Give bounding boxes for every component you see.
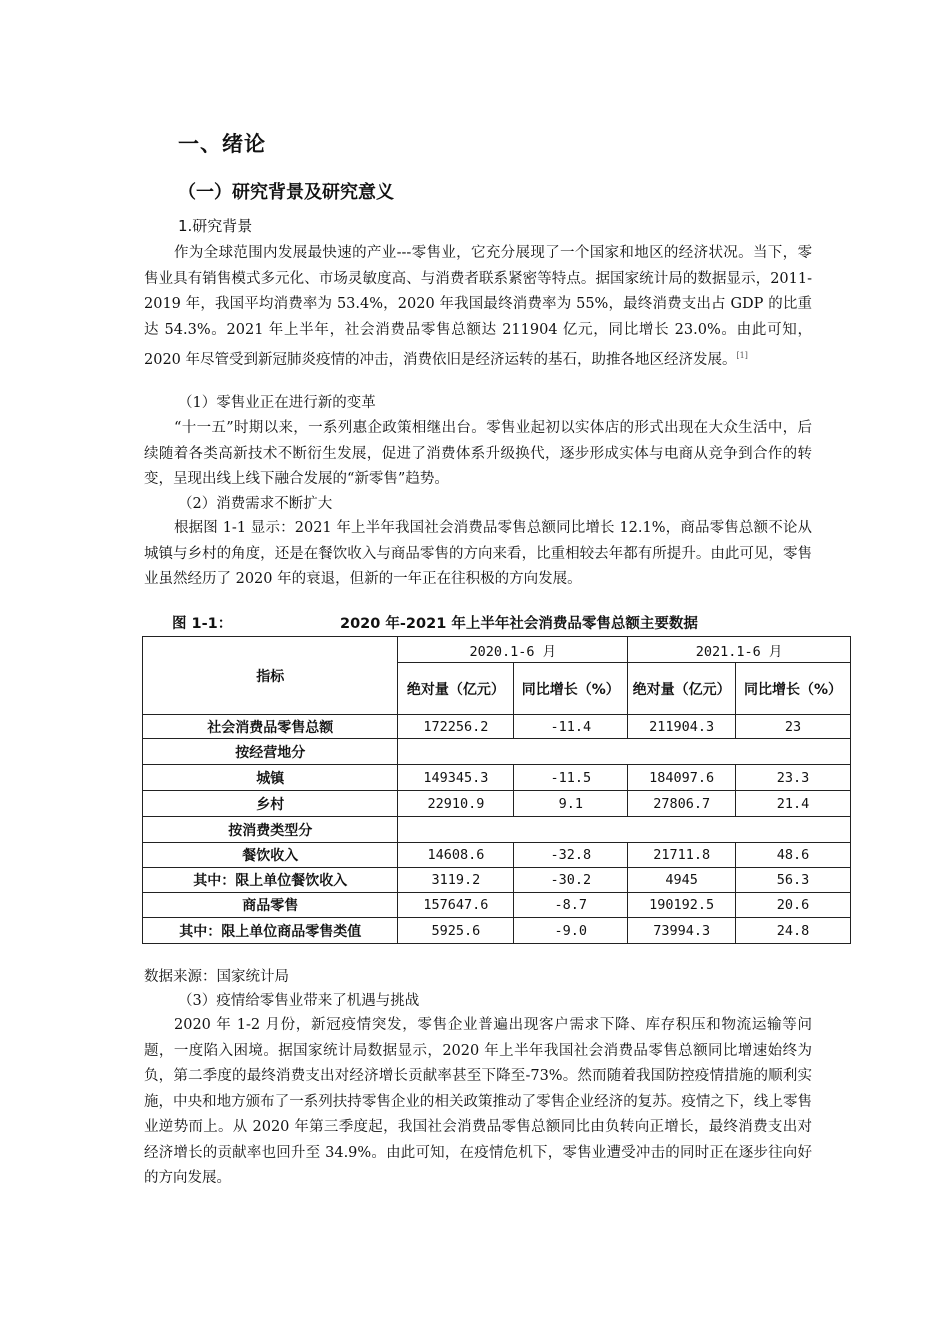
row-group-label: 按经营地分 [143,739,398,765]
table-row [143,817,851,843]
cell-value: 23 [736,715,851,739]
cell-value: 14608.6 [398,843,514,868]
period-2020-header: 2020.1-6 月 [398,637,628,663]
paragraph-demand: 根据图 1-1 显示：2021 年上半年我国社会消费品零售总额同比增长 12.1%，商品零售总额不论从城镇与乡村的角度，还是在餐饮收入与商品零售的方向来看，比重相较去年都有所提升。由此可见，零售业虽然经历了 2020 年的衰退，但新的一年正在往积极的方向发展。 [144,520,812,587]
cell-value: 21711.8 [628,843,736,868]
cell-value: -11.4 [514,715,628,739]
cell-value: -30.2 [514,868,628,893]
cell-value: 157647.6 [398,893,514,918]
growth-header-2020: 同比增长（%） [514,663,628,715]
empty-cell [398,739,851,765]
data-source-note: 数据来源：国家统计局 [144,969,289,985]
cell-value: 4945 [628,868,736,893]
cell-value: -11.5 [514,765,628,791]
paragraph-background-text: 作为全球范围内发展最快速的产业---零售业，它充分展现了一个国家和地区的经济状况。当下，零售业具有销售模式多元化、市场灵敏度高、与消费者联系紧密等特点。据国家统计局的数据显示，2011-2019 年，我国平均消费率为 53.4%，2020 年我国最终消费率为 55%，最终消费支出占 GDP 的比重达 54.3%。2021 年上半年，社会消费品零售总额达 211904 亿元，同比增长 23.0%。由此可知，2020 年尽管受到新冠肺炎疫情的冲击，消费依旧是经济运转的基石，助推各地区经济发展。 [144,245,812,368]
cell-value: 9.1 [514,791,628,817]
row-label: 其中：限上单位商品零售类值 [143,918,398,944]
cell-value: 48.6 [736,843,851,868]
section-heading: （一）研究背景及研究意义 [178,182,394,203]
period-2021-header: 2021.1-6 月 [628,637,851,663]
citation-ref[interactable]: [1] [736,351,748,360]
cell-value: 56.3 [736,868,851,893]
cell-value: 211904.3 [628,715,736,739]
cell-value: -32.8 [514,843,628,868]
figure-label: 图 1-1： [172,616,233,632]
cell-value: 20.6 [736,893,851,918]
table-row [143,791,851,817]
table-row [143,765,851,791]
growth-header-2021: 同比增长（%） [736,663,851,715]
table-row [143,715,851,739]
cell-value: -8.7 [514,893,628,918]
row-label: 乡村 [143,791,398,817]
cell-value: 73994.3 [628,918,736,944]
row-label: 商品零售 [143,893,398,918]
subsection-heading: 1.研究背景 [178,217,253,235]
table-row [143,918,851,944]
cell-value: 149345.3 [398,765,514,791]
cell-value: 5925.6 [398,918,514,944]
paragraph-retail-change: “十一五”时期以来，一系列惠企政策相继出台。零售业起初以实体店的形式出现在大众生活中，后续随着各类高新技术不断衍生发展，促进了消费体系升级换代，逐步形成实体与电商从竞争到合作的转变，呈现出线上线下融合发展的“新零售”趋势。 [144,420,812,487]
row-group-label: 按消费类型分 [143,817,398,843]
cell-value: 190192.5 [628,893,736,918]
table-row [143,739,851,765]
point-heading-2: （2）消费需求不断扩大 [178,496,333,512]
table-row [143,893,851,918]
retail-data-table [142,636,851,944]
row-label: 城镇 [143,765,398,791]
table-row [143,843,851,868]
table-title: 2020 年-2021 年上半年社会消费品零售总额主要数据 [340,616,698,632]
point-heading-3: （3）疫情给零售业带来了机遇与挑战 [178,993,420,1009]
row-label: 餐饮收入 [143,843,398,868]
row-label: 社会消费品零售总额 [143,715,398,739]
indicator-header: 指标 [143,637,398,715]
cell-value: 22910.9 [398,791,514,817]
cell-value: -9.0 [514,918,628,944]
cell-value: 172256.2 [398,715,514,739]
point-heading-1: （1）零售业正在进行新的变革 [178,395,376,411]
cell-value: 27806.7 [628,791,736,817]
cell-value: 24.8 [736,918,851,944]
cell-value: 184097.6 [628,765,736,791]
table-row [143,868,851,893]
cell-value: 3119.2 [398,868,514,893]
empty-cell [398,817,851,843]
abs-header-2020: 绝对量（亿元） [398,663,514,715]
paragraph-background [144,241,812,373]
paragraph-pandemic: 2020 年 1-2 月份，新冠疫情突发，零售企业普遍出现客户需求下降、库存积压和物流运输等问题，一度陷入困境。据国家统计局数据显示，2020 年上半年我国社会消费品零售总额同比增速始终为负，第二季度的最终消费支出对经济增长贡献率甚至下降至-73%。然而随着我国防控疫情措施的顺利实施，中央和地方颁布了一系列扶持零售企业的相关政策推动了零售企业经济的复苏。疫情之下，线上零售业逆势而上。从 2020 年第三季度起，我国社会消费品零售总额同比由负转向正增长，最终消费支出对经济增长的贡献率也回升至 34.9%。由此可知，在疫情危机下，零售业遭受冲击的同时正在逐步往向好的方向发展。 [144,1017,812,1186]
cell-value: 23.3 [736,765,851,791]
row-label: 其中：限上单位餐饮收入 [143,868,398,893]
abs-header-2021: 绝对量（亿元） [628,663,736,715]
cell-value: 21.4 [736,791,851,817]
chapter-heading: 一、绪论 [178,132,266,156]
